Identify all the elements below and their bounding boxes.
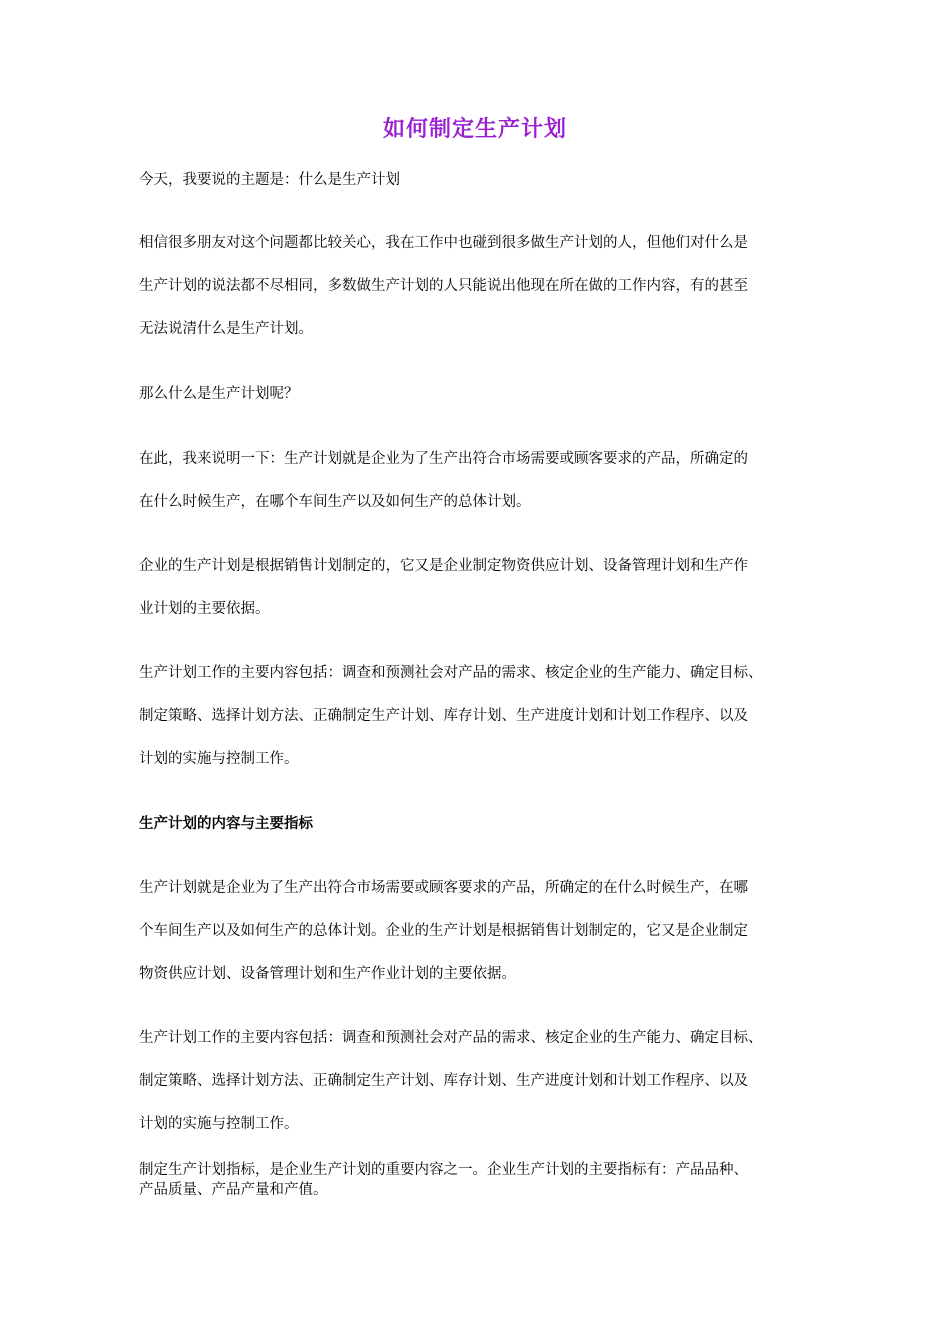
paragraph-line: 生产计划就是企业为了生产出符合市场需要或顾客要求的产品，所确定的在什么时候生产，在哪	[139, 880, 748, 896]
paragraph-line: 企业的生产计划是根据销售计划制定的，它又是企业制定物资供应计划、设备管理计划和生产作	[139, 558, 748, 574]
paragraph-line: 计划的实施与控制工作。	[139, 751, 299, 767]
paragraph-line: 物资供应计划、设备管理计划和生产作业计划的主要依据。	[139, 966, 516, 982]
paragraph-line: 无法说清什么是生产计划。	[139, 321, 313, 337]
paragraph-line: 生产计划工作的主要内容包括：调查和预测社会对产品的需求、核定企业的生产能力、确定目标、	[139, 1030, 763, 1046]
paragraph-line: 产品质量、产品产量和产值。	[139, 1182, 328, 1198]
question-line: 那么什么是生产计划呢？	[139, 386, 299, 402]
paragraph-line: 相信很多朋友对这个问题都比较关心，我在工作中也碰到很多做生产计划的人，但他们对什么是	[139, 235, 748, 251]
paragraph-line: 制定策略、选择计划方法、正确制定生产计划、库存计划、生产进度计划和计划工作程序、以及	[139, 1073, 748, 1089]
paragraph-line: 在什么时候生产，在哪个车间生产以及如何生产的总体计划。	[139, 494, 531, 510]
intro-line: 今天，我要说的主题是：什么是生产计划	[139, 172, 400, 188]
paragraph-line: 在此，我来说明一下：生产计划就是企业为了生产出符合市场需要或顾客要求的产品，所确定的	[139, 451, 748, 467]
paragraph-line: 制定策略、选择计划方法、正确制定生产计划、库存计划、生产进度计划和计划工作程序、以及	[139, 708, 748, 724]
paragraph-line: 生产计划的说法都不尽相同，多数做生产计划的人只能说出他现在所在做的工作内容，有的甚至	[139, 278, 748, 294]
section-heading: 生产计划的内容与主要指标	[139, 816, 313, 832]
paragraph-line: 业计划的主要依据。	[139, 601, 270, 617]
paragraph-line: 生产计划工作的主要内容包括：调查和预测社会对产品的需求、核定企业的生产能力、确定目标、	[139, 665, 763, 681]
paragraph-line: 计划的实施与控制工作。	[139, 1116, 299, 1132]
document-title: 如何制定生产计划	[382, 117, 567, 142]
paragraph-line: 制定生产计划指标，是企业生产计划的重要内容之一。企业生产计划的主要指标有：产品品种、	[139, 1162, 748, 1178]
paragraph-line: 个车间生产以及如何生产的总体计划。企业的生产计划是根据销售计划制定的，它又是企业制定	[139, 923, 748, 939]
